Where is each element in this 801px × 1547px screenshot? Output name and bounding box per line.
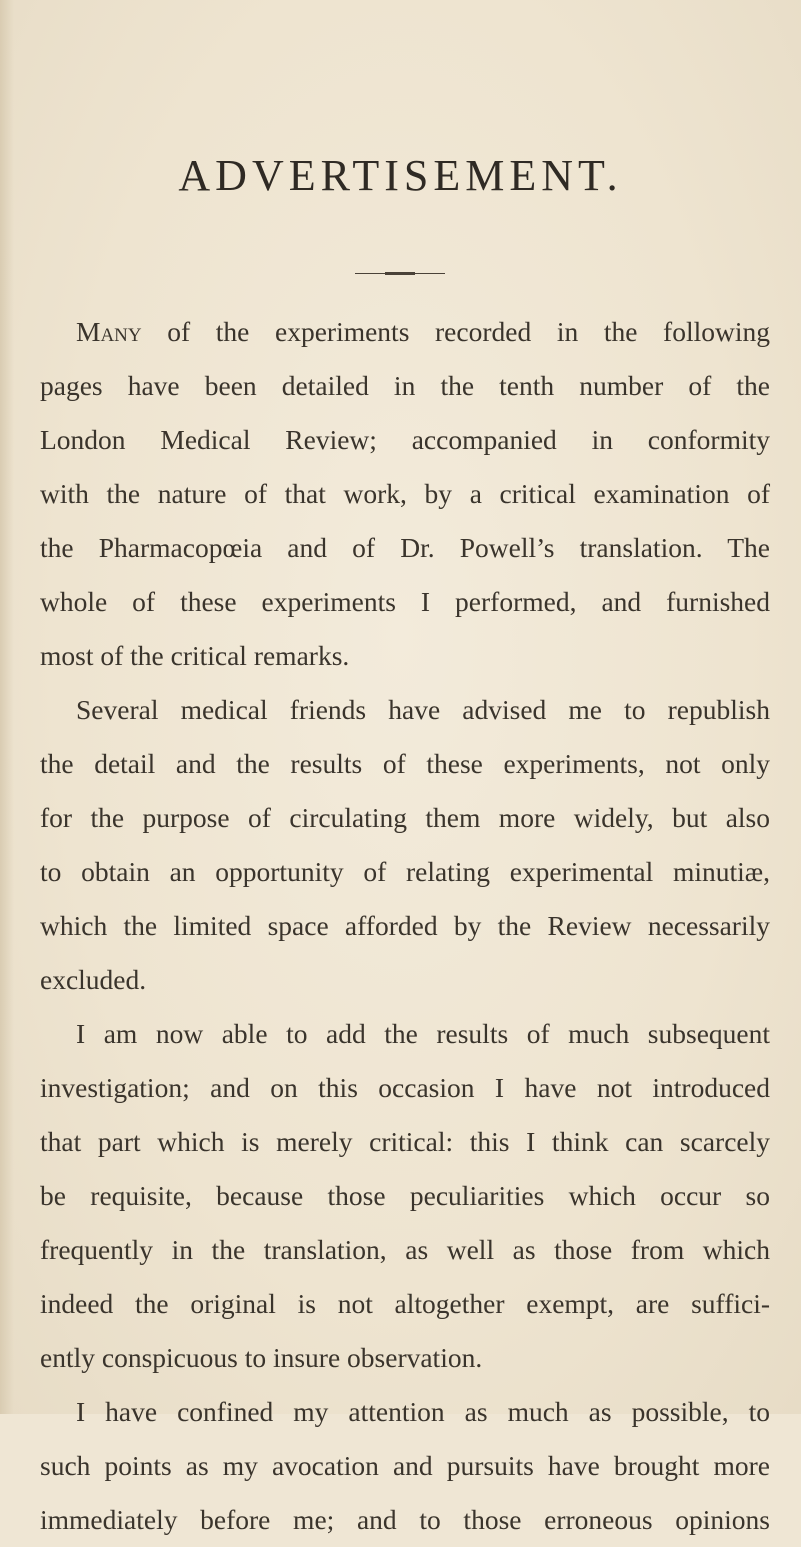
- text-line: frequently in the translation, as well as those from which: [40, 1234, 770, 1265]
- text-line: whole of these experiments I performed, and furnished: [40, 586, 770, 617]
- text-line: which the limited space afforded by the Review necessarily: [40, 910, 770, 941]
- text-line: pages have been detailed in the tenth number of the: [40, 370, 770, 401]
- text-line: most of the critical remarks.: [40, 640, 350, 671]
- text-line: for the purpose of circulating them more widely, but also: [40, 802, 770, 833]
- text-line: investigation; and on this occasion I have not introduced: [40, 1072, 770, 1103]
- text-line: that part which is merely critical: this I think can scarcely: [40, 1126, 770, 1157]
- text-line: be requisite, because those peculiarities which occur so: [40, 1180, 770, 1211]
- text-line: such points as my avocation and pursuits have brought more: [40, 1450, 770, 1481]
- text-line: excluded.: [40, 964, 147, 995]
- text-line: with the nature of that work, by a critical examination of: [40, 478, 770, 509]
- body-text: [40, 305, 770, 1547]
- text-line: the Pharmacopœia and of Dr. Powell’s translation. The: [40, 532, 770, 563]
- text-line: indeed the original is not altogether exempt, are suffici-: [40, 1288, 770, 1319]
- text-line: ently conspicuous to insure observation.: [40, 1342, 483, 1373]
- text-line: to obtain an opportunity of relating experimental minutiæ,: [40, 856, 770, 887]
- page-heading: ADVERTISEMENT.: [178, 151, 623, 200]
- text-line: [40, 305, 770, 359]
- text-line: I am now able to add the results of much subsequent: [76, 1018, 770, 1049]
- text-line-rest: of the experiments recorded in the following: [141, 316, 770, 347]
- text-line: London Medical Review; accompanied in conformity: [40, 424, 770, 455]
- text-line: immediately before me; and to those erroneous opinions: [40, 1504, 770, 1535]
- text-line: the detail and the results of these experiments, not only: [40, 748, 770, 779]
- text-line: Several medical friends have advised me to republish: [76, 694, 770, 725]
- page-edge-shadow: [0, 0, 14, 1414]
- dropword: Many: [76, 316, 142, 347]
- text-line: I have confined my attention as much as possible, to: [76, 1396, 770, 1427]
- ornamental-rule: [355, 272, 445, 275]
